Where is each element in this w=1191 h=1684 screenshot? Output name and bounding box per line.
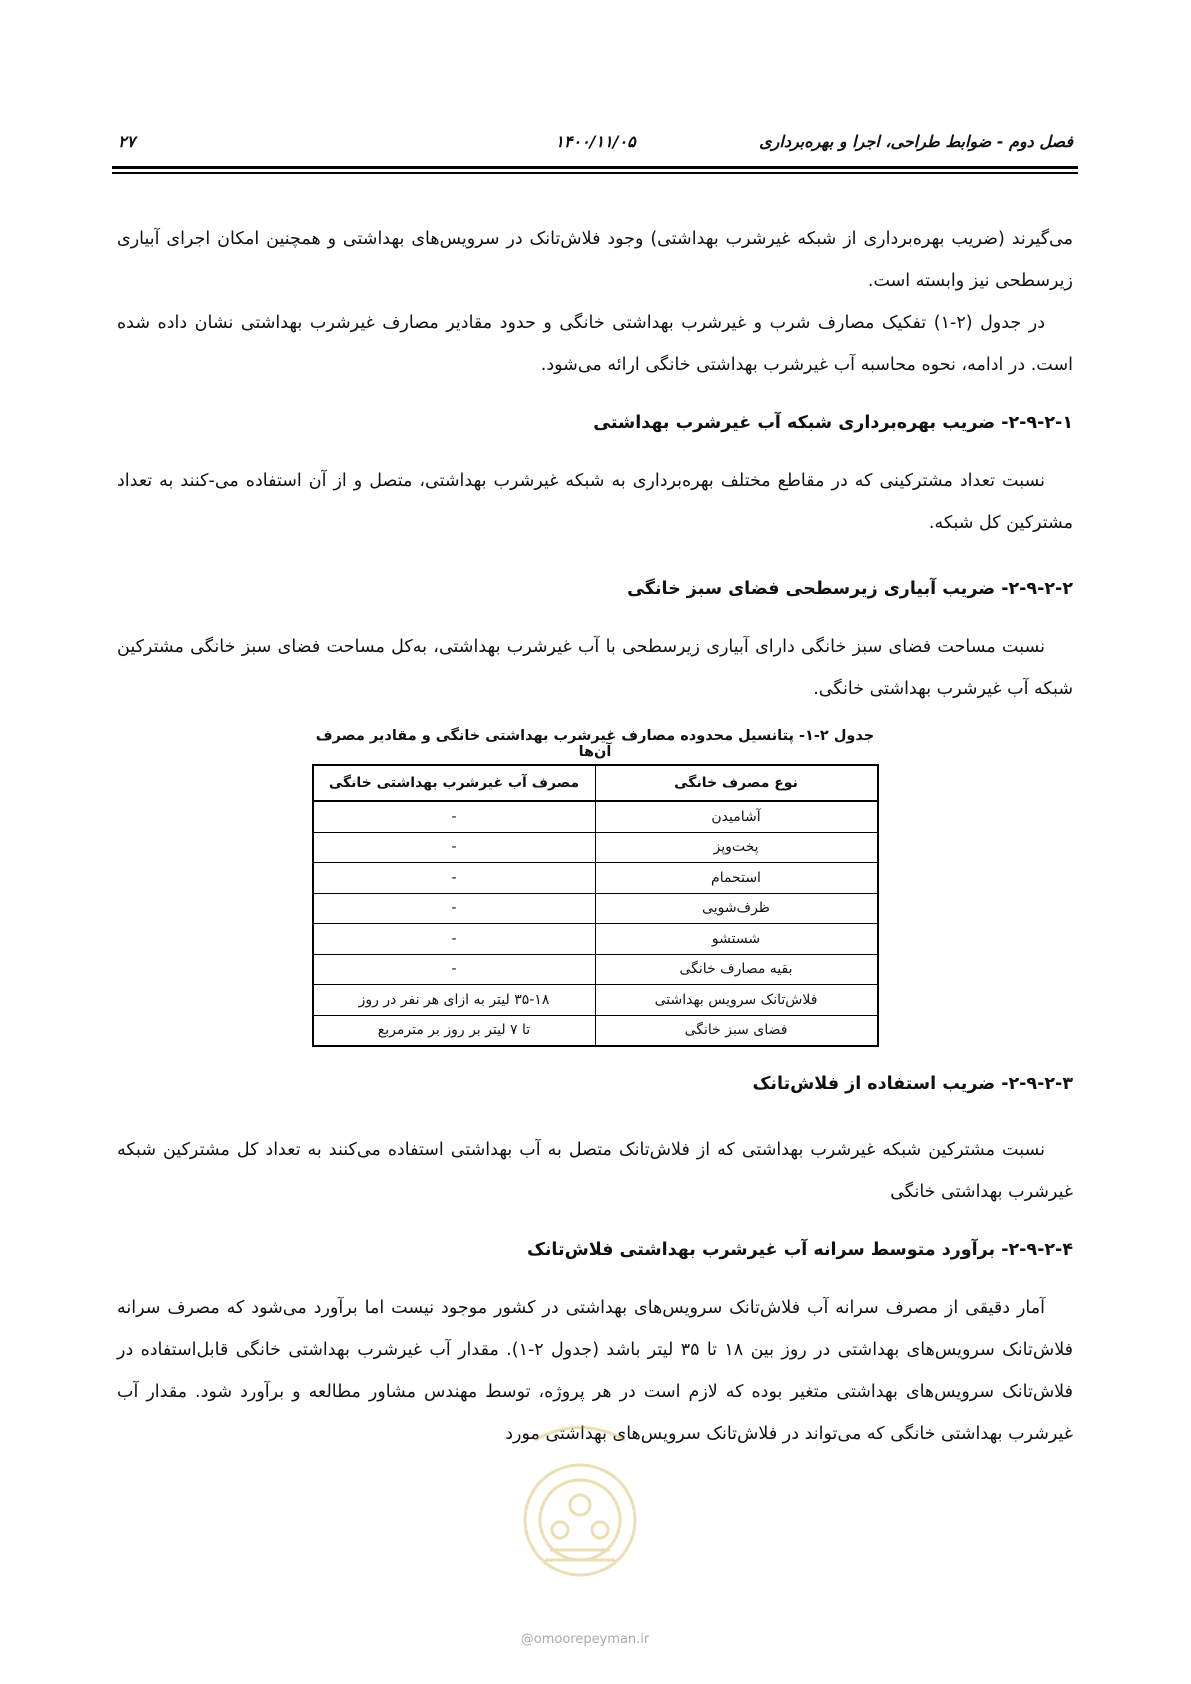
page-number: ۲۷	[118, 132, 136, 151]
paragraph-1: می‌گیرند (ضریب بهره‌برداری از شبکه غیرشرب بهداشتی) وجود فلاش‌تانک در سرویس‌های بهداشتی و همچنین امکان اجرای آبیاری زیرسطحی نیز وابسته است.	[117, 229, 1073, 291]
spacer	[117, 444, 1073, 460]
cell-use: -	[313, 893, 596, 924]
watermark-url: @omoorepeyman.ir	[520, 1632, 650, 1647]
page-header	[118, 128, 1073, 158]
table-row	[313, 832, 878, 863]
cell-use: -	[313, 954, 596, 985]
header-rule-thick	[112, 166, 1078, 169]
cell-use: -	[313, 924, 596, 955]
section-heading-4: ۲-۹-۲-۴- برآورد متوسط سرانه آب غیرشرب بهداشتی فلاش‌تانک	[526, 1240, 1073, 1260]
page-content	[117, 218, 1073, 1455]
header-rule-thin	[112, 172, 1078, 174]
paragraph-2: در جدول (۲-۱) تفکیک مصارف شرب و غیرشرب بهداشتی خانگی و حدود مقادیر مصارف غیرشرب بهداشتی نشان داده شده است. در ادامه، نحوه محاسبه آب غیرشرب بهداشتی خانگی ارائه می‌شود.	[117, 313, 1073, 375]
spacer	[117, 1105, 1073, 1129]
table-row	[313, 801, 878, 832]
section-heading-2: ۲-۹-۲-۲- ضریب آبیاری زیرسطحی فضای سبز خانگی	[627, 579, 1073, 599]
section-heading-1: ۲-۹-۲-۱- ضریب بهره‌برداری شبکه آب غیرشرب بهداشتی	[593, 413, 1073, 433]
spacer	[117, 610, 1073, 626]
header-date: ۱۴۰۰/۱۱/۰۵	[555, 132, 636, 151]
table-row	[313, 954, 878, 985]
spacer	[117, 544, 1073, 568]
table-caption: جدول ۲-۱- پتانسیل محدوده مصارف غیرشرب بهداشتی خانگی و مقادیر مصرف آن‌ها	[315, 728, 875, 760]
cell-use: ۳۵-۱۸ لیتر به ازای هر نفر در روز	[313, 985, 596, 1016]
paragraph-6: آمار دقیقی از مصرف سرانه آب فلاش‌تانک سرویس‌های بهداشتی در کشور موجود نیست اما برآورد می‌شود که مصرف سرانه فلاش‌تانک سرویس‌های بهداشتی در روز بین ۱۸ تا ۳۵ لیتر باشد (جدول ۲-۱). مقدار آب غیرشرب بهداشتی خانگی قابل‌استفاده در فلاش‌تانک سرویس‌های بهداشتی متغیر بوده که لازم است در هر پروژه، توسط مهندس مشاور مطالعه و برآورد شود. مقدار آب غیرشرب بهداشتی خانگی که می‌تواند در فلاش‌تانک سرویس‌های بهداشتی مورد	[117, 1298, 1073, 1444]
table-row	[313, 863, 878, 894]
paragraph-3: نسبت تعداد مشترکینی که در مقاطع مختلف بهره‌برداری به شبکه غیرشرب بهداشتی، متصل و از آن استفاده می-کنند به تعداد مشترکین کل شبکه.	[117, 471, 1073, 533]
spacer	[117, 386, 1073, 402]
cell-type: ظرف‌شویی	[595, 893, 878, 924]
table-row	[313, 1015, 878, 1046]
column-header-use: مصرف آب غیرشرب بهداشتی خانگی	[313, 765, 596, 801]
watermark-seal-icon	[505, 1410, 655, 1580]
cell-type: پخت‌وپز	[595, 832, 878, 863]
table-block	[312, 728, 879, 1047]
spacer	[117, 1213, 1073, 1229]
table-row	[313, 893, 878, 924]
table-header-row	[313, 765, 878, 801]
cell-use: -	[313, 832, 596, 863]
table-row	[313, 985, 878, 1016]
paragraph-4: نسبت مساحت فضای سبز خانگی دارای آبیاری زیرسطحی با آب غیرشرب بهداشتی، به‌کل مساحت فضای سبز خانگی مشترکین شبکه آب غیرشرب بهداشتی خانگی.	[117, 637, 1073, 699]
section-heading-3: ۲-۹-۲-۳- ضریب استفاده از فلاش‌تانک	[752, 1074, 1073, 1094]
cell-type: فضای سبز خانگی	[595, 1015, 878, 1046]
cell-use: -	[313, 801, 596, 832]
spacer	[117, 1271, 1073, 1287]
consumption-table	[312, 764, 879, 1047]
chapter-title: فصل دوم - ضوابط طراحی، اجرا و بهره‌برداری	[759, 132, 1073, 151]
cell-use: -	[313, 863, 596, 894]
table-row	[313, 924, 878, 955]
column-header-type: نوع مصرف خانگی	[595, 765, 878, 801]
cell-type: شستشو	[595, 924, 878, 955]
cell-type: فلاش‌تانک سرویس بهداشتی	[595, 985, 878, 1016]
cell-type: آشامیدن	[595, 801, 878, 832]
cell-type: استحمام	[595, 863, 878, 894]
cell-type: بقیه مصارف خانگی	[595, 954, 878, 985]
cell-use: تا ۷ لیتر بر روز بر مترمربع	[313, 1015, 596, 1046]
spacer	[117, 1047, 1073, 1063]
paragraph-5: نسبت مشترکین شبکه غیرشرب بهداشتی که از فلاش‌تانک متصل به آب بهداشتی استفاده می‌کنند به تعداد کل مشترکین شبکه غیرشرب بهداشتی خانگی	[117, 1140, 1073, 1202]
